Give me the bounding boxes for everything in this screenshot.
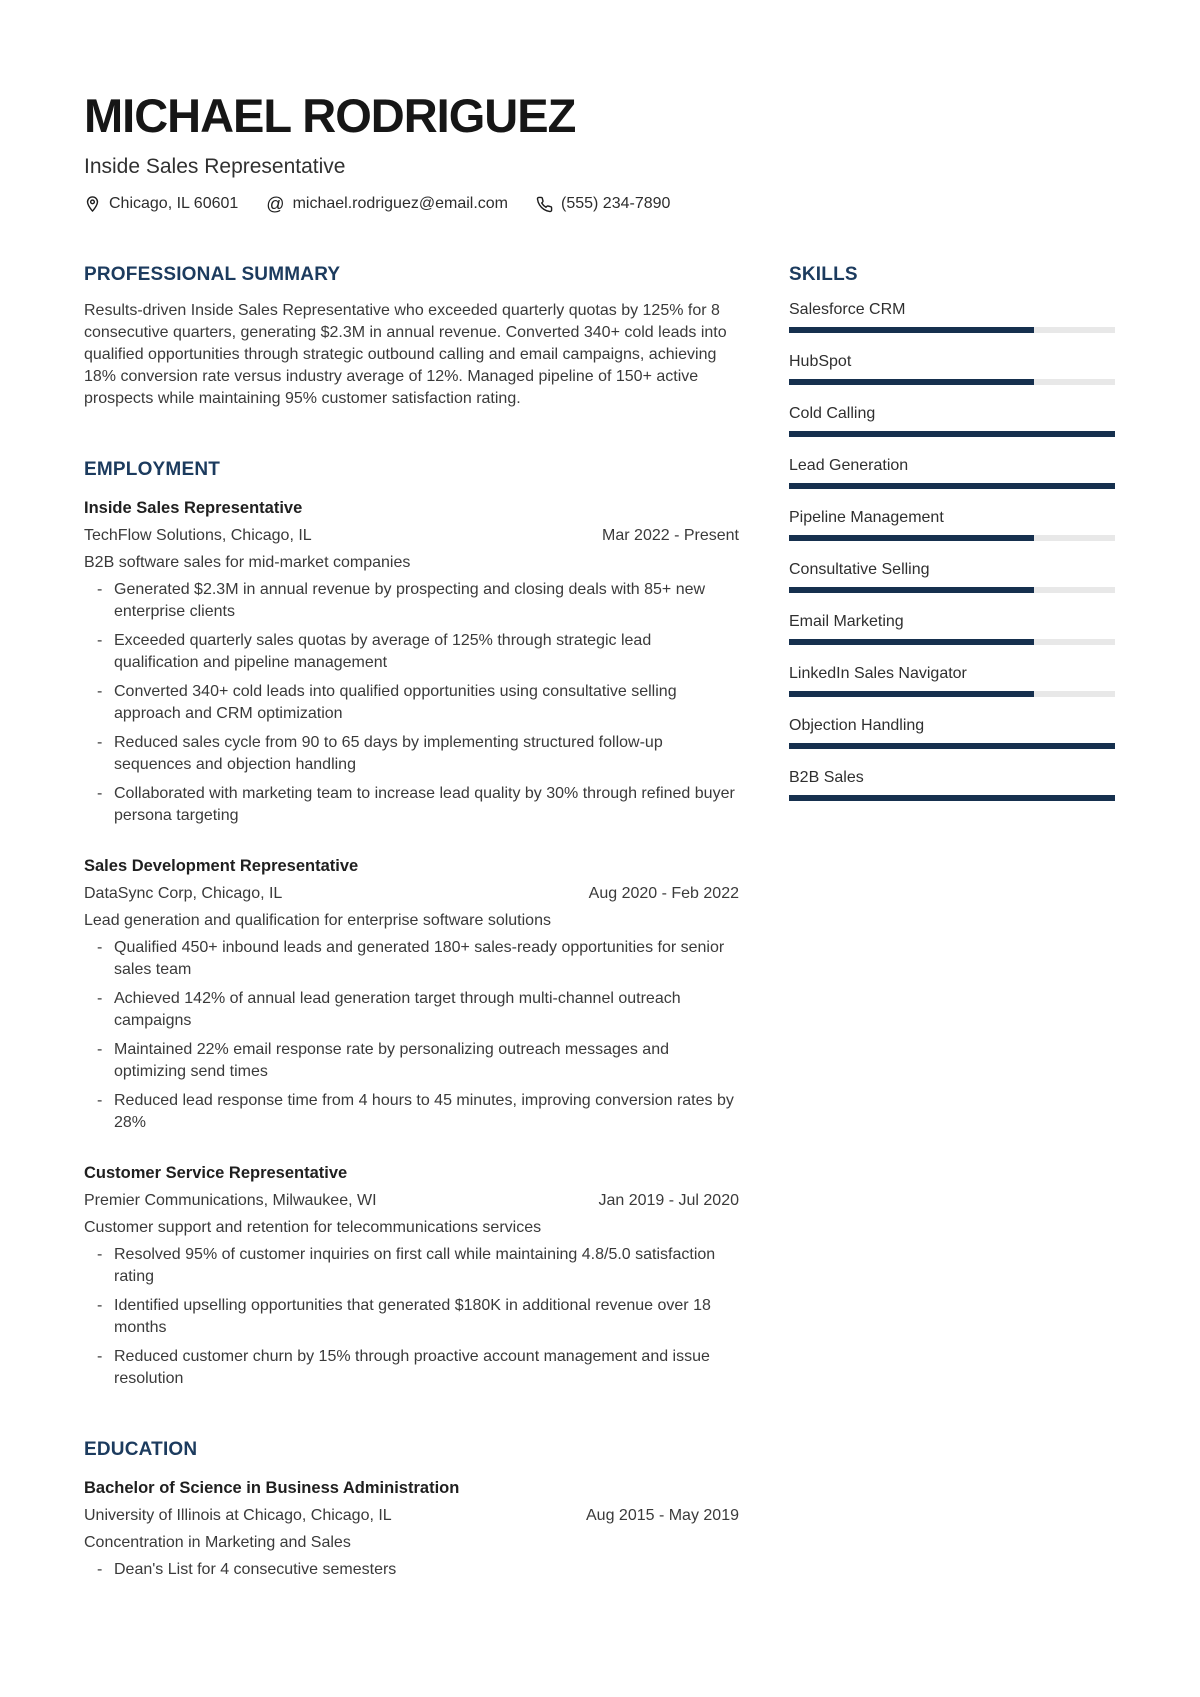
education-heading: EDUCATION	[84, 1439, 198, 1460]
job-entry	[84, 495, 739, 827]
skill-item	[789, 664, 1115, 697]
skill-bar-track	[789, 431, 1115, 437]
bullet-dash: -	[97, 990, 103, 1007]
summary-section	[84, 265, 739, 410]
bullet-text: Qualified 450+ inbound leads and generated 180+ sales-ready opportunities for senior sales team	[114, 939, 725, 978]
skill-bar-fill	[789, 743, 1115, 749]
bullet-dash: -	[97, 1041, 103, 1058]
contact-row	[84, 195, 1113, 213]
job-title: Inside Sales Representative	[84, 499, 303, 517]
skill-label: Pipeline Management	[789, 509, 944, 526]
job-description: Lead generation and qualification for enterprise software solutions	[84, 912, 551, 929]
skill-bar-fill	[789, 691, 1034, 697]
skill-bar-track	[789, 379, 1115, 385]
bullet-item	[84, 988, 739, 1032]
education-entry	[84, 1475, 739, 1581]
skill-bar-track	[789, 535, 1115, 541]
skill-bar-track	[789, 795, 1115, 801]
bullet-text: Generated $2.3M in annual revenue by prospecting and closing deals with 85+ new enterprise clients	[114, 581, 706, 620]
school-name: University of Illinois at Chicago, Chicago, IL	[84, 1507, 392, 1524]
skill-label: B2B Sales	[789, 769, 864, 786]
skill-bar-fill	[789, 327, 1034, 333]
bullet-item	[84, 1090, 739, 1134]
skills-column	[789, 265, 1115, 1631]
skill-label: Salesforce CRM	[789, 301, 906, 318]
bullet-dash: -	[97, 1348, 103, 1365]
skill-bar-fill	[789, 639, 1034, 645]
skill-item	[789, 404, 1115, 437]
bullet-text: Reduced sales cycle from 90 to 65 days by implementing structured follow-up sequences and objection handling	[114, 734, 663, 773]
skill-bar-track	[789, 743, 1115, 749]
person-job-title: Inside Sales Representative	[84, 155, 346, 178]
at-sign-icon: @	[266, 194, 285, 214]
job-bullet-list	[84, 937, 739, 1134]
phone-icon	[536, 196, 553, 213]
skill-bar-track	[789, 483, 1115, 489]
skill-label: Objection Handling	[789, 717, 925, 734]
bullet-item	[84, 579, 739, 623]
person-name: MICHAEL RODRIGUEZ	[84, 89, 576, 142]
bullet-text: Dean's List for 4 consecutive semesters	[114, 1561, 397, 1578]
bullet-dash: -	[97, 734, 103, 751]
education-description: Concentration in Marketing and Sales	[84, 1534, 351, 1551]
bullet-text: Maintained 22% email response rate by personalizing outreach messages and optimizing send times	[114, 1041, 669, 1080]
skill-bar-fill	[789, 379, 1034, 385]
job-title: Customer Service Representative	[84, 1164, 348, 1182]
location-pin-icon	[84, 195, 101, 213]
bullet-text: Converted 340+ cold leads into qualified opportunities using consultative selling approach and CRM optimization	[114, 683, 677, 722]
bullet-text: Exceeded quarterly sales quotas by average of 125% through strategic lead qualification and pipeline management	[114, 632, 652, 671]
job-dates: Jan 2019 - Jul 2020	[598, 1192, 739, 1209]
bullet-text: Collaborated with marketing team to increase lead quality by 30% through refined buyer persona targeting	[114, 785, 735, 824]
bullet-dash: -	[97, 683, 103, 700]
bullet-dash: -	[97, 1246, 103, 1263]
skill-label: Email Marketing	[789, 613, 904, 630]
skill-bar-track	[789, 587, 1115, 593]
contact-email-text: michael.rodriguez@email.com	[292, 195, 508, 212]
bullet-item	[84, 681, 739, 725]
skill-label: LinkedIn Sales Navigator	[789, 665, 967, 682]
skill-label: Consultative Selling	[789, 561, 930, 578]
skill-item	[789, 612, 1115, 645]
contact-location	[84, 195, 238, 213]
job-entry	[84, 1160, 739, 1390]
bullet-text: Resolved 95% of customer inquiries on first call while maintaining 4.8/5.0 satisfaction rating	[114, 1246, 716, 1285]
summary-heading: PROFESSIONAL SUMMARY	[84, 264, 341, 285]
bullet-item	[84, 1559, 739, 1581]
bullet-text: Reduced lead response time from 4 hours to 45 minutes, improving conversion rates by 28%	[114, 1092, 734, 1131]
bullet-text: Identified upselling opportunities that generated $180K in additional revenue over 18 months	[114, 1297, 711, 1336]
skill-bar-fill	[789, 795, 1115, 801]
education-subline	[84, 1502, 739, 1529]
job-company: Premier Communications, Milwaukee, WI	[84, 1192, 377, 1209]
skill-bar-fill	[789, 535, 1034, 541]
skill-label: Lead Generation	[789, 457, 909, 474]
skill-item	[789, 352, 1115, 385]
bullet-dash: -	[97, 939, 103, 956]
main-column	[84, 265, 739, 1631]
skill-item	[789, 560, 1115, 593]
job-title: Sales Development Representative	[84, 857, 359, 875]
job-bullet-list	[84, 579, 739, 827]
contact-location-text: Chicago, IL 60601	[109, 195, 239, 212]
bullet-text: Reduced customer churn by 15% through proactive account management and issue resolution	[114, 1348, 710, 1387]
contact-email	[266, 195, 508, 213]
skill-item	[789, 768, 1115, 801]
skills-heading: SKILLS	[789, 264, 858, 285]
bullet-text: Achieved 142% of annual lead generation target through multi-channel outreach campaigns	[114, 990, 681, 1029]
skill-item	[789, 508, 1115, 541]
job-dates: Aug 2020 - Feb 2022	[588, 885, 739, 902]
contact-phone-text: (555) 234-7890	[561, 195, 671, 212]
bullet-dash: -	[97, 785, 103, 802]
job-description: Customer support and retention for telecommunications services	[84, 1219, 542, 1236]
bullet-item	[84, 783, 739, 827]
skill-bar-track	[789, 691, 1115, 697]
job-company: TechFlow Solutions, Chicago, IL	[84, 527, 312, 544]
bullet-item	[84, 630, 739, 674]
skill-label: HubSpot	[789, 353, 852, 370]
bullet-item	[84, 1295, 739, 1339]
bullet-dash: -	[97, 1092, 103, 1109]
skill-bar-fill	[789, 483, 1115, 489]
bullet-item	[84, 937, 739, 981]
job-description: B2B software sales for mid-market companies	[84, 554, 411, 571]
education-dates: Aug 2015 - May 2019	[586, 1507, 739, 1524]
job-bullet-list	[84, 1244, 739, 1390]
job-subline	[84, 522, 739, 549]
skill-bar-track	[789, 639, 1115, 645]
skill-item	[789, 456, 1115, 489]
bullet-dash: -	[97, 581, 103, 598]
resume-header	[84, 89, 1113, 214]
skill-bar-fill	[789, 431, 1115, 437]
bullet-item	[84, 1039, 739, 1083]
bullet-item	[84, 1346, 739, 1390]
summary-text: Results-driven Inside Sales Representative who exceeded quarterly quotas by 125% for 8 consecutive quarters, generating $2.3M in annual revenue. Converted 340+ cold leads into qualified opportunities through strategic outbound calling and email campaigns, achieving 18% conversion rate versus industry average of 12%. Managed pipeline of 150+ active prospects while maintaining 95% customer satisfaction rating.	[84, 302, 727, 407]
bullet-dash: -	[97, 632, 103, 649]
job-company: DataSync Corp, Chicago, IL	[84, 885, 283, 902]
bullet-dash: -	[97, 1297, 103, 1314]
education-bullet-list	[84, 1559, 739, 1581]
job-subline	[84, 880, 739, 907]
employment-heading: EMPLOYMENT	[84, 459, 221, 480]
skill-bar-track	[789, 327, 1115, 333]
job-dates: Mar 2022 - Present	[602, 527, 739, 544]
employment-section	[84, 460, 739, 1390]
contact-phone	[536, 195, 670, 213]
skill-item	[789, 300, 1115, 333]
job-entry	[84, 853, 739, 1134]
skill-bar-fill	[789, 587, 1034, 593]
bullet-item	[84, 732, 739, 776]
skill-item	[789, 716, 1115, 749]
content-columns	[84, 265, 1113, 1631]
skill-label: Cold Calling	[789, 405, 876, 422]
bullet-item	[84, 1244, 739, 1288]
skill-list	[789, 300, 1115, 801]
job-subline	[84, 1187, 739, 1214]
job-list	[84, 495, 739, 1390]
bullet-dash: -	[97, 1561, 103, 1578]
education-section	[84, 1440, 739, 1581]
degree-title: Bachelor of Science in Business Administration	[84, 1479, 460, 1497]
